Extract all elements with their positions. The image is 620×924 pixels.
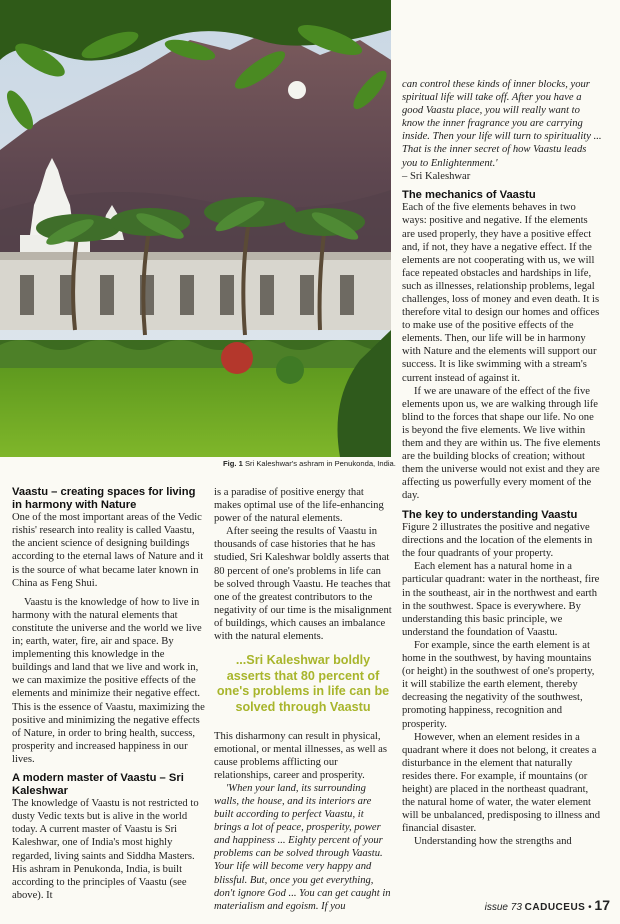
- heading-key-to-understanding: The key to understanding Vaastu: [402, 508, 578, 521]
- paragraph: This disharmony can result in physical, emotional, or mental illnesses, as well as cause problems afflicting our relationships, career and prosperity.: [214, 730, 387, 781]
- magazine-name: CADUCEUS: [524, 902, 586, 913]
- paragraph: Figure 2 illustrates the positive and negative directions and the location of the elements in the four quadrants of your property.: [402, 522, 593, 560]
- column-1: [12, 486, 205, 902]
- paragraph: After seeing the results of Vaastu in thousands of case histories that he has studied, Sri Kaleshwar boldly asserts that 80 percent of one's problems in life can be solved through Vaastu. He teaches that one of the greatest contributors to the negativity of our time is the misalignment of buildings, which causes an imbalance with the natural elements.: [214, 526, 392, 643]
- heading-mechanics: The mechanics of Vaastu: [402, 188, 536, 201]
- issue-number: issue 73: [484, 902, 522, 913]
- ashram-photo-illustration: [0, 0, 391, 457]
- paragraph: Each element has a natural home in a particular quadrant: water in the northeast, fire in the southeast, air in the northwest and earth in the southwest. Space is everywhere. By understanding this basic principle, we understand the foundation of Vaastu.: [402, 561, 600, 638]
- paragraph: However, when an element resides in a quadrant where it does not belong, it creates a disturbance in the element that naturally resides there. For example, if mountains (or height) are placed in the northeast quadrant, the natural home of water, the water element will be unbalanced, predisposing to illness and financial disaster.: [402, 731, 601, 835]
- column-3: [402, 78, 602, 848]
- paragraph: The knowledge of Vaastu is not restricted to dusty Vedic texts but is alive in the world today. A current master of Vaastu is Sri Kaleshwar, one of India's most highly regarded, living saints and Siddha Masters. His ashram in Penukonda, India, is built according to the principles of Vaastu (see above). It: [12, 798, 199, 901]
- column-2: [214, 486, 392, 913]
- photo-caption: [223, 459, 396, 468]
- paragraph: Each of the five elements behaves in two ways: positive and negative. If the elements are used properly, they have a positive effect and, if not, they have a negative effect. If the elements are not cooperating with us, we will face repeated obstacles and hardships in life, such as illnesses, relationship problems, legal challenges, loss of money and even death. It is therefore vital to design our homes and offices to make use of the positive effects of the elements. Then, our life will be in harmony with Nature and the elements will support our success. It is like swimming with a stream's current instead of against it.: [402, 202, 600, 384]
- ashram-photo: [0, 0, 391, 457]
- heading-modern-master: A modern master of Vaastu – Sri Kaleshwar: [12, 771, 184, 797]
- paragraph: If we are unaware of the effect of the five elements upon us, we are walking through life blind to the forces that shape our life. No one is beyond the five elements. We live within them and they are within us. The five elements are the building blocks of creation; without them the universe would not exist and they are affecting us powerfully every moment of the day.: [402, 385, 601, 502]
- paragraph: is a paradise of positive energy that makes optimal use of the life-enhancing power of the natural elements.: [214, 487, 384, 525]
- paragraph: For example, since the earth element is at home in the southwest, by having mountains (or height) in the southwest of one's property, it will stabilize the earth element, thereby decreasing the negativity of the southwest, promoting happiness, recognition and prosperity.: [402, 639, 595, 730]
- quote-paragraph: 'When your land, its surrounding walls, the house, and its interiors are built according to perfect Vaastu, it brings a lot of peace, prosperity, power and happiness ... Eighty percent of your problems can be solved through Vaastu. Your life will become very happy and blissful. But, once you get everything, don't ignore God ... You can get caught in materialism and egoism. If you: [214, 782, 391, 912]
- paragraph: Understanding how the strengths and: [414, 836, 572, 848]
- pull-quote: ...Sri Kaleshwar boldly asserts that 80 percent of one's problems in life can be solved through Vaastu: [216, 653, 390, 714]
- footer-separator: •: [588, 902, 592, 913]
- page-number: 17: [594, 897, 610, 913]
- quote-attribution: – Sri Kaleshwar: [402, 170, 471, 182]
- paragraph: One of the most important areas of the Vedic rishis' research into reality is called Vaastu, the ancient science of designing buildings according to the eternal laws of Nature and it is the source of what became later known in China as Feng Shui.: [12, 512, 204, 589]
- quote-paragraph: can control these kinds of inner blocks, your spiritual life will take off. After you have a good Vaastu place, you will really want to know the inner fragrance you are carrying inside. Then your life will turn to spirituality ... That is the inner secret of how Vaastu leads you to Enlightenment.': [402, 79, 602, 169]
- caption-label: Fig. 1: [223, 459, 243, 468]
- caption-text: Sri Kaleshwar's ashram in Penukonda, India.: [244, 459, 396, 468]
- paragraph: Vaastu is the knowledge of how to live in harmony with the natural elements that constitute the universe and the world we live in; earth, water, fire, air and space. By implementing this knowledge in the buildings and land that we live and work in, we can maximize the positive effects of the elements and minimize their negative effect. This is the essence of Vaastu, maximizing the positive and minimizing the negative effects of Nature, in order to bring health, success, prosperity and increased happiness in our lives.: [12, 596, 205, 765]
- heading-creating-spaces: Vaastu – creating spaces for living in harmony with Nature: [12, 486, 196, 511]
- page-footer: [485, 897, 610, 913]
